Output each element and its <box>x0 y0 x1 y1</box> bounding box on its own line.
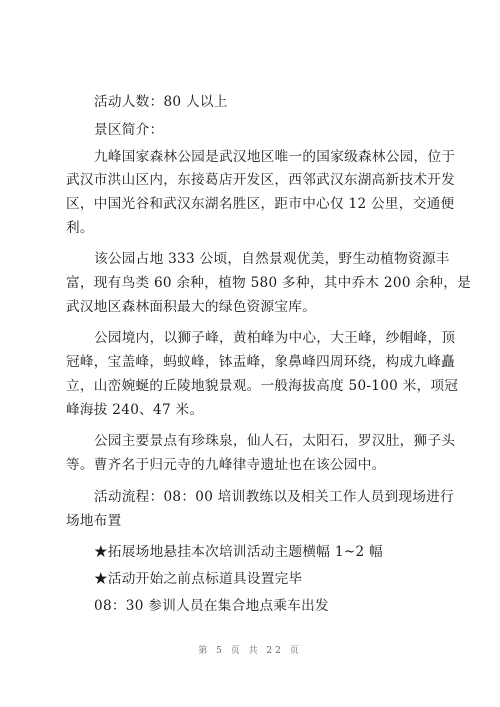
text-line: ★拓展场地悬挂本次培训活动主题横幅 1~2 幅 <box>94 544 383 560</box>
text-line: 峰海拔 240、47 米。 <box>66 402 204 418</box>
text-line: 等。曹齐名于归元寺的九峰律寺遗址也在该公园中。 <box>66 457 386 473</box>
text-line: 公园境内，以狮子峰，黄柏峰为中心，大王峰，纱帽峰，顶 <box>94 330 456 346</box>
text-line: 区，中国光谷和武汉东湖名胜区，距市中心仅 12 公里，交通便 <box>66 196 455 212</box>
text-line: 武汉市洪山区内，东接葛店开发区，西邻武汉东湖高新技术开发 <box>66 172 456 188</box>
text-line: 景区简介： <box>94 122 164 138</box>
text-line: 武汉地区森林面积最大的绿色资源宝库。 <box>66 299 317 315</box>
text-line: 公园主要景点有珍珠泉，仙人石，太阳石，罗汉肚，狮子头 <box>94 433 456 449</box>
text-line: 活动流程：08：00 培训教练以及相关工作人员到现场进行 <box>94 489 454 505</box>
text-line: 活动人数：80 人以上 <box>94 94 228 110</box>
text-line: 立，山峦婉蜒的丘陵地貌景观。一般海拔高度 50-100 米，项冠 <box>66 378 459 394</box>
text-line: 富，现有鸟类 60 余种，植物 580 多种，其中乔木 200 余种，是 <box>66 275 471 291</box>
text-line: 利。 <box>66 220 94 236</box>
text-line: 九峰国家森林公园是武汉地区唯一的国家级森林公园，位于 <box>94 149 456 165</box>
page-number-footer: 第 5 页 共 22 页 <box>198 646 302 656</box>
text-line: ★活动开始之前点标道具设置完毕 <box>94 571 303 587</box>
text-line: 冠峰，宝盖峰，蚂蚁峰，钵盂峰，象鼻峰四周环绕，构成九峰矗 <box>66 354 456 370</box>
text-line: 场地布置 <box>66 513 122 529</box>
text-line: 该公园占地 333 公顷，自然景观优美，野生动植物资源丰 <box>94 251 450 267</box>
text-line: 08：30 参训人员在集合地点乘车出发 <box>94 598 329 614</box>
